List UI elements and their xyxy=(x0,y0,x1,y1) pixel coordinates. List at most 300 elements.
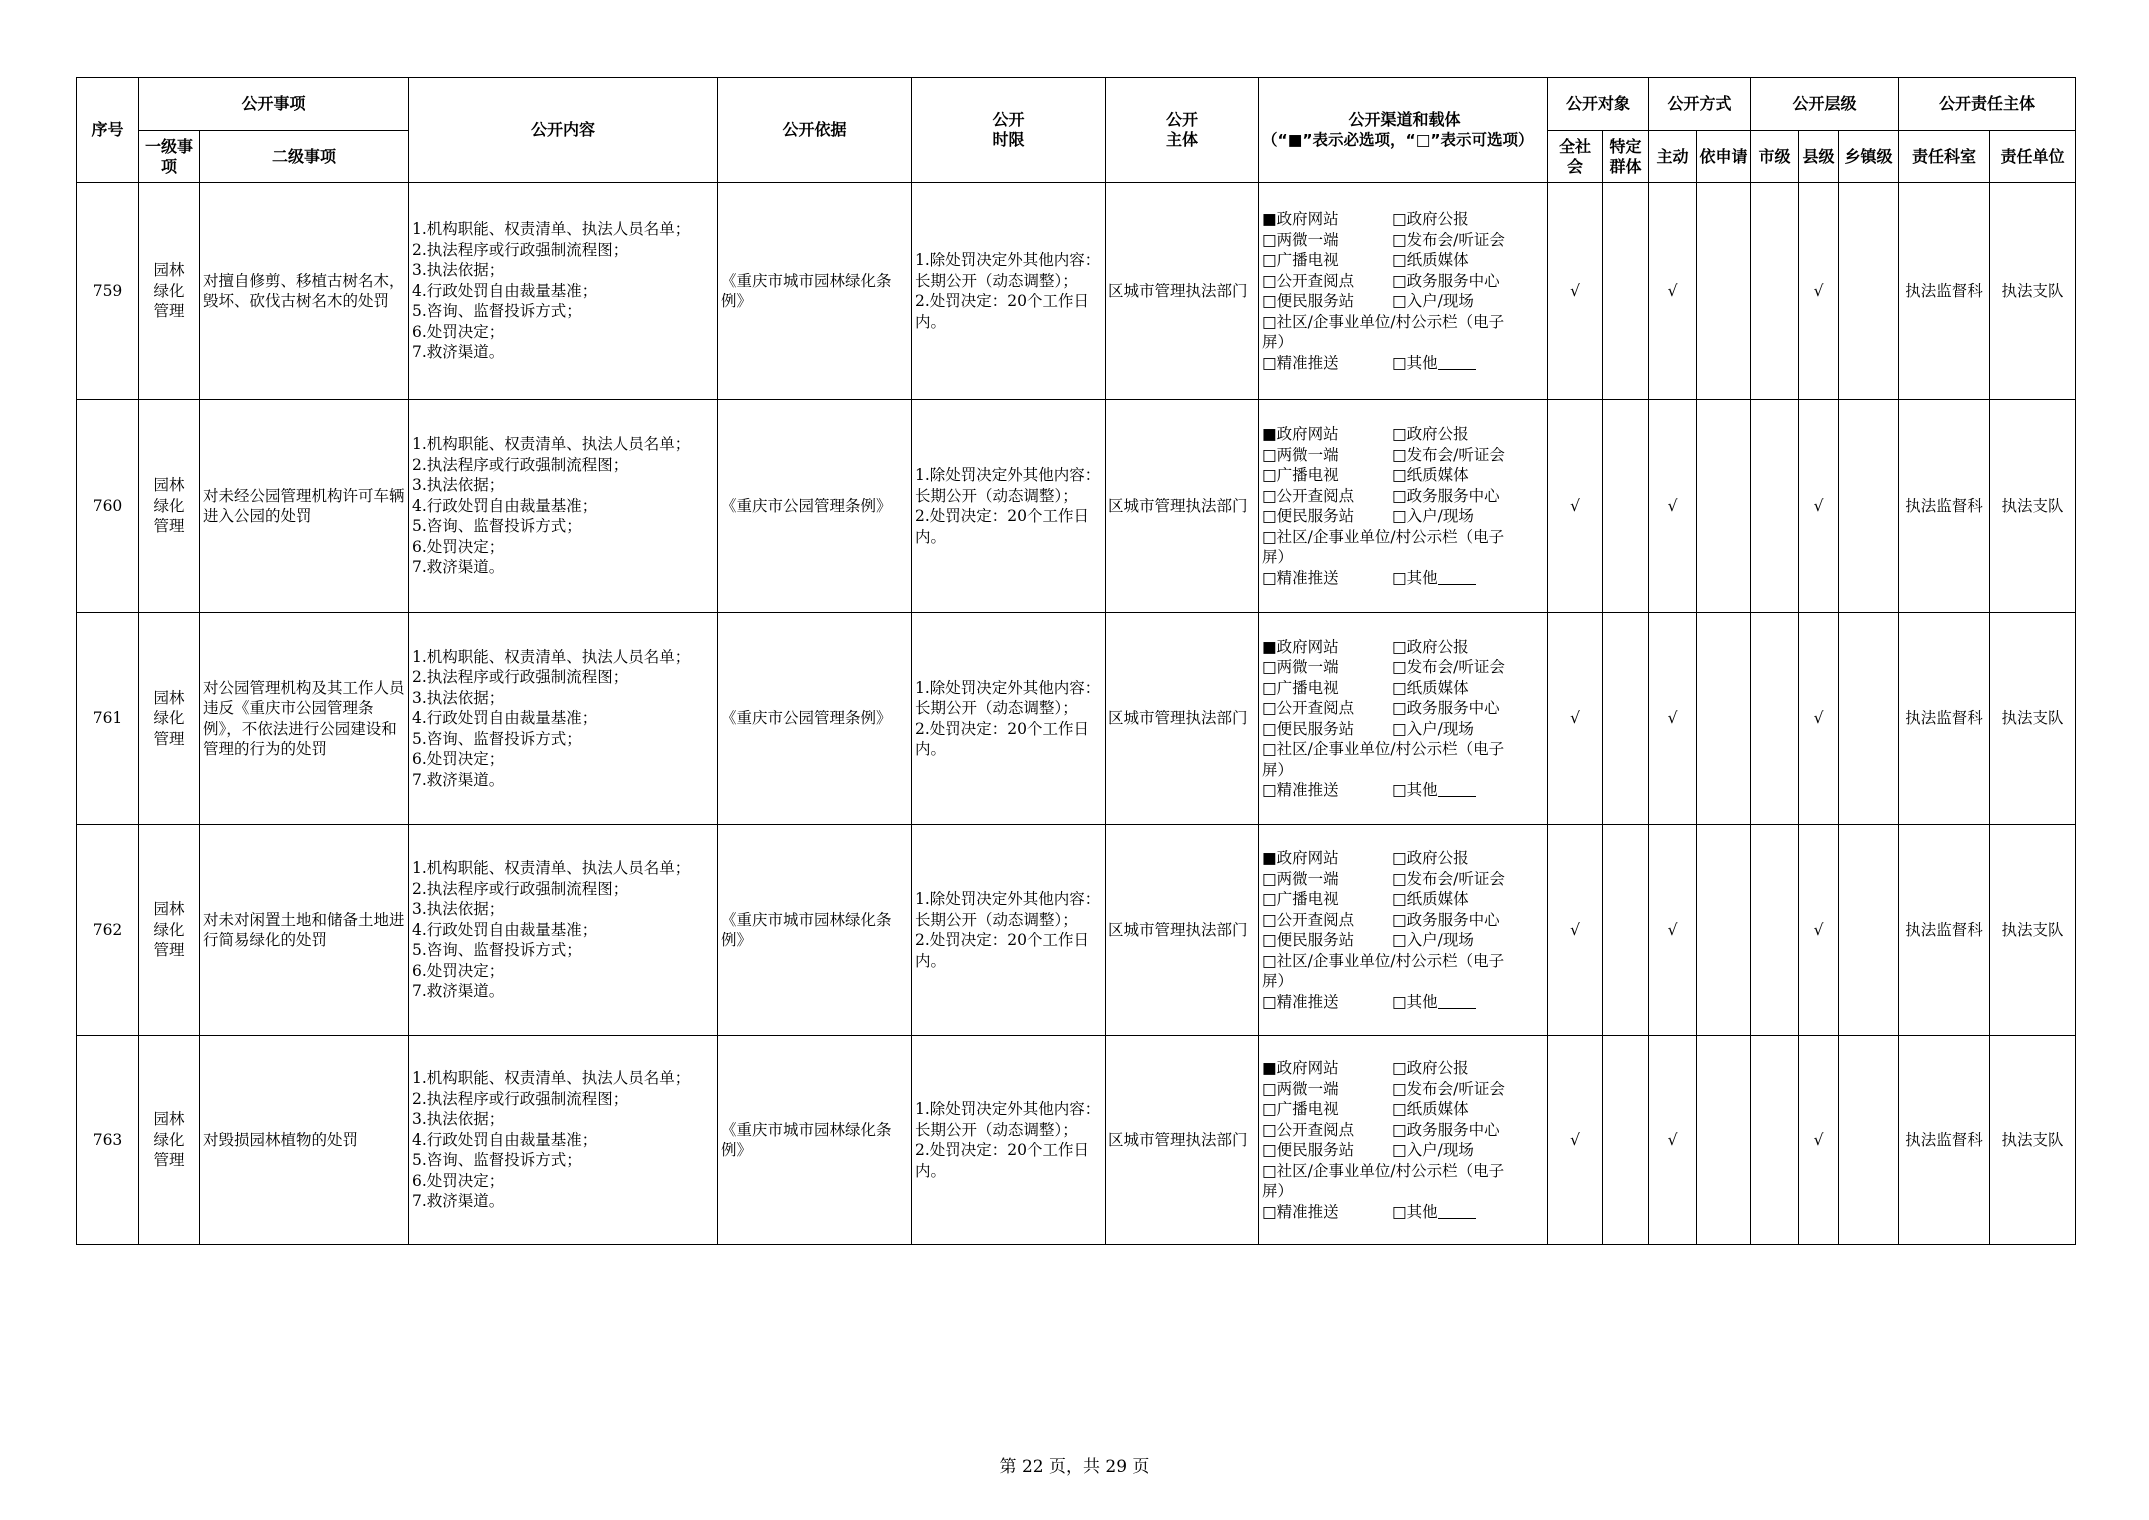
target-specific-cell xyxy=(1603,613,1649,825)
content-list xyxy=(412,1068,715,1212)
content-item: 7.救济渠道。 xyxy=(412,558,505,577)
channel-service-station: □便民服务站 xyxy=(1262,292,1355,310)
content-item: 4.行政处罚自由裁量基准； xyxy=(412,920,598,939)
target-specific-cell xyxy=(1603,825,1649,1036)
channel-door-to-door: □入户/现场 xyxy=(1392,1141,1474,1159)
content-item: 7.救济渠道。 xyxy=(412,770,505,789)
subject-text: 区城市管理执法部门 xyxy=(1108,920,1248,939)
channel-other-blank xyxy=(1438,1218,1476,1219)
channel-gov-website: ■政府网站 xyxy=(1262,637,1339,656)
level-county-check: √ xyxy=(1813,281,1824,300)
channel-precise-push: □精准推送 xyxy=(1262,992,1339,1011)
method-active-cell xyxy=(1649,1036,1697,1245)
content-list xyxy=(412,647,715,791)
subject-cell xyxy=(1106,825,1259,1036)
channel-two-micro-one-end: □两微一端 xyxy=(1262,230,1339,249)
level1-text: 园林 绿化 管理 xyxy=(153,900,185,960)
content-cell xyxy=(409,183,718,400)
table-row xyxy=(77,183,2076,400)
resp-unit-cell xyxy=(1990,825,2076,1036)
level1-text: 园林 绿化 管理 xyxy=(153,1110,185,1170)
channel-print-media: □纸质媒体 xyxy=(1392,1100,1469,1118)
header-channel xyxy=(1259,78,1548,183)
level-city-cell xyxy=(1751,183,1799,400)
level-town-cell xyxy=(1839,400,1899,613)
content-item: 3.执法依据； xyxy=(412,688,505,707)
channel-other: □其他 xyxy=(1392,568,1438,587)
content-item: 3.执法依据； xyxy=(412,476,505,495)
content-list xyxy=(412,219,715,363)
channel-gov-service-center: □政务服务中心 xyxy=(1392,1120,1500,1139)
header-level2: 二级事项 xyxy=(200,131,409,183)
channel-broadcast-tv: □广播电视 xyxy=(1262,678,1339,697)
channel-bulletin-board: □社区/企事业单位/村公示栏（电子 xyxy=(1262,312,1505,331)
resp-office-cell xyxy=(1899,400,1990,613)
content-cell xyxy=(409,1036,718,1245)
channel-list xyxy=(1262,637,1545,801)
channel-other: □其他 xyxy=(1392,353,1438,372)
subject-cell xyxy=(1106,183,1259,400)
level-city-cell xyxy=(1751,825,1799,1036)
level2-text: 对擅自修剪、移植古树名木，毁坏、砍伐古树名木的处罚 xyxy=(203,271,405,310)
channel-public-reading-point: □公开查阅点 xyxy=(1262,271,1355,290)
level2-cell xyxy=(200,400,409,613)
channel-bulletin-board: □社区/企事业单位/村公示栏（电子 xyxy=(1262,527,1505,546)
content-item: 1.机构职能、权责清单、执法人员名单； xyxy=(412,435,691,454)
time-limit-list xyxy=(915,250,1103,332)
channel-other: □其他 xyxy=(1392,992,1438,1011)
level2-cell xyxy=(200,613,409,825)
channel-precise-push: □精准推送 xyxy=(1262,781,1339,799)
target-specific-cell xyxy=(1603,1036,1649,1245)
channel-gov-service-center: □政务服务中心 xyxy=(1392,271,1500,290)
level2-text: 对公园管理机构及其工作人员违反《重庆市公园管理条例》，不依法进行公园建设和管理的行为的处罚 xyxy=(203,678,405,758)
level-county-cell xyxy=(1799,613,1839,825)
subject-cell xyxy=(1106,1036,1259,1245)
content-item: 7.救济渠道。 xyxy=(412,343,505,362)
channel-service-station: □便民服务站 xyxy=(1262,719,1355,738)
seq-cell xyxy=(77,183,139,400)
channel-two-micro-one-end: □两微一端 xyxy=(1262,1079,1339,1098)
channel-list xyxy=(1262,424,1545,588)
time_limit-item: 2.处罚决定：20个工作日内。 xyxy=(915,507,1090,546)
time-limit-cell xyxy=(912,825,1106,1036)
channel-press-hearing: □发布会/听证会 xyxy=(1392,230,1505,249)
content-item: 4.行政处罚自由裁量基准； xyxy=(412,1130,598,1149)
header-method: 公开方式 xyxy=(1649,78,1751,131)
content-item: 2.执法程序或行政强制流程图； xyxy=(412,879,629,898)
level2-text: 对毁损园林植物的处罚 xyxy=(203,1130,359,1149)
channel-print-media: □纸质媒体 xyxy=(1392,466,1469,484)
seq-text: 759 xyxy=(92,281,123,300)
target-all-cell xyxy=(1548,825,1603,1036)
level2-text: 对未经公园管理机构许可车辆进入公园的处罚 xyxy=(203,486,405,525)
target-specific-cell xyxy=(1603,183,1649,400)
level1-cell xyxy=(139,613,200,825)
channel-gov-gazette: □政府公报 xyxy=(1392,1059,1469,1077)
seq-cell xyxy=(77,1036,139,1245)
subject-text: 区城市管理执法部门 xyxy=(1108,1130,1248,1149)
table-row xyxy=(77,613,2076,825)
method-active-check: √ xyxy=(1667,1130,1678,1149)
basis-cell xyxy=(718,1036,912,1245)
level1-cell xyxy=(139,825,200,1036)
level-county-cell xyxy=(1799,1036,1839,1245)
channel-press-hearing: □发布会/听证会 xyxy=(1392,1079,1505,1098)
basis-text: 《重庆市城市园林绿化条例》 xyxy=(721,910,892,949)
header-level1: 一级事项 xyxy=(139,131,200,183)
resp-unit-text: 执法支队 xyxy=(2001,496,2064,515)
content-item: 4.行政处罚自由裁量基准； xyxy=(412,496,598,515)
header-subject: 公开 主体 xyxy=(1106,78,1259,183)
channel-broadcast-tv: □广播电视 xyxy=(1262,1100,1339,1118)
method-active-cell xyxy=(1649,613,1697,825)
method-active-check: √ xyxy=(1667,496,1678,515)
content-cell xyxy=(409,825,718,1036)
channel-gov-website: ■政府网站 xyxy=(1262,1059,1339,1077)
level1-cell xyxy=(139,400,200,613)
basis-cell xyxy=(718,825,912,1036)
channel-cell xyxy=(1259,400,1548,613)
channel-press-hearing: □发布会/听证会 xyxy=(1392,658,1505,676)
method-apply-cell xyxy=(1697,400,1751,613)
channel-service-station: □便民服务站 xyxy=(1262,1141,1355,1159)
header-target-specific: 特定群体 xyxy=(1603,131,1649,183)
resp-office-cell xyxy=(1899,613,1990,825)
table-row xyxy=(77,825,2076,1036)
method-active-cell xyxy=(1649,183,1697,400)
channel-service-station: □便民服务站 xyxy=(1262,931,1355,949)
target-specific-cell xyxy=(1603,400,1649,613)
time-limit-list xyxy=(915,465,1103,547)
content-item: 6.处罚决定； xyxy=(412,537,505,556)
level1-text: 园林 绿化 管理 xyxy=(153,688,185,748)
time-limit-list xyxy=(915,678,1103,760)
content-item: 6.处罚决定； xyxy=(412,750,505,769)
level2-text: 对未对闲置土地和储备土地进行简易绿化的处罚 xyxy=(203,910,405,949)
channel-service-station: □便民服务站 xyxy=(1262,507,1355,525)
disclosure-table xyxy=(76,77,2076,1245)
method-active-check: √ xyxy=(1667,281,1678,300)
channel-cell xyxy=(1259,825,1548,1036)
channel-two-micro-one-end: □两微一端 xyxy=(1262,445,1339,464)
method-apply-cell xyxy=(1697,613,1751,825)
header-content: 公开内容 xyxy=(409,78,718,183)
channel-other-blank xyxy=(1438,796,1476,797)
header-resp-office: 责任科室 xyxy=(1899,131,1990,183)
channel-gov-website: ■政府网站 xyxy=(1262,425,1339,443)
header-target-all: 全社会 xyxy=(1548,131,1603,183)
header-target: 公开对象 xyxy=(1548,78,1649,131)
channel-precise-push: □精准推送 xyxy=(1262,353,1339,372)
channel-print-media: □纸质媒体 xyxy=(1392,251,1469,269)
resp-unit-cell xyxy=(1990,613,2076,825)
content-item: 5.咨询、监督投诉方式； xyxy=(412,941,582,960)
channel-broadcast-tv: □广播电视 xyxy=(1262,466,1339,484)
subject-text: 区城市管理执法部门 xyxy=(1108,281,1248,300)
level-city-cell xyxy=(1751,400,1799,613)
channel-door-to-door: □入户/现场 xyxy=(1392,931,1474,949)
seq-text: 761 xyxy=(92,709,123,728)
subject-text: 区城市管理执法部门 xyxy=(1108,709,1248,728)
header-channel-title: 公开渠道和载体 xyxy=(1348,110,1461,129)
time_limit-item: 2.处罚决定：20个工作日内。 xyxy=(915,292,1090,331)
channel-press-hearing: □发布会/听证会 xyxy=(1392,445,1505,464)
level-county-cell xyxy=(1799,400,1839,613)
target-all-check: √ xyxy=(1570,920,1580,939)
target-all-cell xyxy=(1548,1036,1603,1245)
level1-cell xyxy=(139,183,200,400)
time_limit-item: 1.除处罚决定外其他内容：长期公开（动态调整）； xyxy=(915,890,1101,929)
channel-gov-gazette: □政府公报 xyxy=(1392,849,1469,867)
channel-public-reading-point: □公开查阅点 xyxy=(1262,486,1355,505)
header-method-active: 主动 xyxy=(1649,131,1697,183)
level-town-cell xyxy=(1839,183,1899,400)
channel-precise-push: □精准推送 xyxy=(1262,568,1339,587)
content-item: 3.执法依据； xyxy=(412,1110,505,1129)
page-footer: 第 22 页，共 29 页 xyxy=(999,1457,1150,1477)
target-all-check: √ xyxy=(1570,709,1580,728)
time_limit-item: 1.除处罚决定外其他内容：长期公开（动态调整）； xyxy=(915,1100,1101,1139)
channel-list xyxy=(1262,209,1545,373)
header-resp-unit: 责任单位 xyxy=(1990,131,2076,183)
channel-other: □其他 xyxy=(1392,1202,1438,1221)
content-item: 2.执法程序或行政强制流程图； xyxy=(412,455,629,474)
content-list xyxy=(412,858,715,1002)
content-item: 7.救济渠道。 xyxy=(412,982,505,1001)
level2-cell xyxy=(200,183,409,400)
content-item: 5.咨询、监督投诉方式； xyxy=(412,517,582,536)
channel-press-hearing: □发布会/听证会 xyxy=(1392,869,1505,888)
channel-public-reading-point: □公开查阅点 xyxy=(1262,1120,1355,1139)
resp-unit-cell xyxy=(1990,1036,2076,1245)
header-level-city: 市级 xyxy=(1751,131,1799,183)
target-all-check: √ xyxy=(1570,281,1580,300)
level2-cell xyxy=(200,1036,409,1245)
resp-office-text: 执法监督科 xyxy=(1905,709,1983,728)
content-item: 3.执法依据； xyxy=(412,261,505,280)
channel-bulletin-board-cont: 屏） xyxy=(1262,972,1294,990)
target-all-cell xyxy=(1548,613,1603,825)
time-limit-cell xyxy=(912,613,1106,825)
channel-door-to-door: □入户/现场 xyxy=(1392,719,1474,738)
channel-other: □其他 xyxy=(1392,781,1438,799)
header-items: 公开事项 xyxy=(139,78,409,131)
channel-bulletin-board-cont: 屏） xyxy=(1262,1182,1294,1200)
method-active-cell xyxy=(1649,825,1697,1036)
content-item: 2.执法程序或行政强制流程图； xyxy=(412,668,629,687)
resp-office-cell xyxy=(1899,183,1990,400)
channel-gov-gazette: □政府公报 xyxy=(1392,210,1469,228)
basis-cell xyxy=(718,183,912,400)
level-county-cell xyxy=(1799,825,1839,1036)
content-item: 4.行政处罚自由裁量基准； xyxy=(412,281,598,300)
channel-broadcast-tv: □广播电视 xyxy=(1262,890,1339,908)
content-cell xyxy=(409,613,718,825)
basis-text: 《重庆市城市园林绿化条例》 xyxy=(721,271,892,310)
table-row xyxy=(77,1036,2076,1245)
header-method-apply: 依申请 xyxy=(1697,131,1751,183)
content-list xyxy=(412,434,715,578)
channel-precise-push: □精准推送 xyxy=(1262,1202,1339,1221)
channel-bulletin-board: □社区/企事业单位/村公示栏（电子 xyxy=(1262,740,1505,758)
resp-unit-cell xyxy=(1990,400,2076,613)
method-apply-cell xyxy=(1697,825,1751,1036)
level-city-cell xyxy=(1751,613,1799,825)
table-row xyxy=(77,400,2076,613)
target-all-check: √ xyxy=(1570,496,1580,515)
channel-gov-gazette: □政府公报 xyxy=(1392,637,1469,656)
level2-cell xyxy=(200,825,409,1036)
content-item: 6.处罚决定； xyxy=(412,322,505,341)
seq-text: 762 xyxy=(92,920,123,939)
content-item: 1.机构职能、权责清单、执法人员名单； xyxy=(412,859,691,878)
content-item: 1.机构职能、权责清单、执法人员名单； xyxy=(412,1069,691,1088)
channel-other-blank xyxy=(1438,369,1476,370)
content-cell xyxy=(409,400,718,613)
content-item: 2.执法程序或行政强制流程图； xyxy=(412,240,629,259)
resp-office-cell xyxy=(1899,825,1990,1036)
time-limit-cell xyxy=(912,400,1106,613)
basis-cell xyxy=(718,613,912,825)
content-item: 1.机构职能、权责清单、执法人员名单； xyxy=(412,220,691,239)
resp-office-text: 执法监督科 xyxy=(1905,920,1983,939)
channel-two-micro-one-end: □两微一端 xyxy=(1262,869,1339,888)
content-item: 2.执法程序或行政强制流程图； xyxy=(412,1089,629,1108)
channel-gov-service-center: □政务服务中心 xyxy=(1392,699,1500,717)
channel-bulletin-board: □社区/企事业单位/村公示栏（电子 xyxy=(1262,1161,1505,1180)
channel-other-blank xyxy=(1438,1008,1476,1009)
header-seq: 序号 xyxy=(77,78,139,183)
time_limit-item: 2.处罚决定：20个工作日内。 xyxy=(915,719,1090,758)
time_limit-item: 2.处罚决定：20个工作日内。 xyxy=(915,931,1090,970)
resp-office-text: 执法监督科 xyxy=(1905,496,1983,515)
channel-public-reading-point: □公开查阅点 xyxy=(1262,910,1355,929)
level-county-check: √ xyxy=(1813,920,1824,939)
time-limit-list xyxy=(915,1099,1103,1181)
channel-door-to-door: □入户/现场 xyxy=(1392,292,1474,310)
basis-text: 《重庆市城市园林绿化条例》 xyxy=(721,1120,892,1159)
time_limit-item: 1.除处罚决定外其他内容：长期公开（动态调整）； xyxy=(915,251,1101,290)
level-city-cell xyxy=(1751,1036,1799,1245)
channel-gov-gazette: □政府公报 xyxy=(1392,425,1469,443)
method-active-cell xyxy=(1649,400,1697,613)
content-item: 7.救济渠道。 xyxy=(412,1192,505,1211)
content-item: 4.行政处罚自由裁量基准； xyxy=(412,709,598,728)
subject-cell xyxy=(1106,400,1259,613)
resp-unit-cell xyxy=(1990,183,2076,400)
channel-gov-website: ■政府网站 xyxy=(1262,849,1339,867)
level1-cell xyxy=(139,1036,200,1245)
channel-list xyxy=(1262,1058,1545,1222)
method-active-check: √ xyxy=(1667,709,1678,728)
channel-bulletin-board-cont: 屏） xyxy=(1262,760,1294,779)
level1-text: 园林 绿化 管理 xyxy=(153,261,185,321)
channel-other-blank xyxy=(1438,584,1476,585)
content-item: 3.执法依据； xyxy=(412,900,505,919)
channel-door-to-door: □入户/现场 xyxy=(1392,507,1474,525)
method-active-check: √ xyxy=(1667,920,1678,939)
time-limit-cell xyxy=(912,183,1106,400)
target-all-cell xyxy=(1548,400,1603,613)
time-limit-list xyxy=(915,889,1103,971)
resp-office-text: 执法监督科 xyxy=(1905,281,1983,300)
resp-unit-text: 执法支队 xyxy=(2001,1130,2064,1149)
resp-office-cell xyxy=(1899,1036,1990,1245)
level-town-cell xyxy=(1839,1036,1899,1245)
level1-text: 园林 绿化 管理 xyxy=(153,476,185,536)
level-town-cell xyxy=(1839,825,1899,1036)
basis-text: 《重庆市公园管理条例》 xyxy=(721,709,892,728)
time_limit-item: 2.处罚决定：20个工作日内。 xyxy=(915,1141,1090,1180)
channel-print-media: □纸质媒体 xyxy=(1392,678,1469,697)
basis-cell xyxy=(718,400,912,613)
content-item: 1.机构职能、权责清单、执法人员名单； xyxy=(412,647,691,666)
method-apply-cell xyxy=(1697,183,1751,400)
target-all-cell xyxy=(1548,183,1603,400)
channel-gov-website: ■政府网站 xyxy=(1262,210,1339,228)
time_limit-item: 1.除处罚决定外其他内容：长期公开（动态调整）； xyxy=(915,678,1101,717)
resp-office-text: 执法监督科 xyxy=(1905,1130,1983,1149)
level-county-check: √ xyxy=(1813,1130,1824,1149)
channel-broadcast-tv: □广播电视 xyxy=(1262,251,1339,269)
level-county-check: √ xyxy=(1813,709,1824,728)
header-basis: 公开依据 xyxy=(718,78,912,183)
content-item: 5.咨询、监督投诉方式； xyxy=(412,302,582,321)
seq-cell xyxy=(77,825,139,1036)
subject-text: 区城市管理执法部门 xyxy=(1108,496,1248,515)
header-level-county: 县级 xyxy=(1799,131,1839,183)
resp-unit-text: 执法支队 xyxy=(2001,920,2064,939)
channel-gov-service-center: □政务服务中心 xyxy=(1392,910,1500,929)
header-responsible: 公开责任主体 xyxy=(1899,78,2076,131)
channel-bulletin-board-cont: 屏） xyxy=(1262,333,1294,351)
channel-two-micro-one-end: □两微一端 xyxy=(1262,658,1339,676)
method-apply-cell xyxy=(1697,1036,1751,1245)
target-all-check: √ xyxy=(1570,1130,1580,1149)
subject-cell xyxy=(1106,613,1259,825)
content-item: 5.咨询、监督投诉方式； xyxy=(412,1151,582,1170)
header-level-town: 乡镇级 xyxy=(1839,131,1899,183)
content-item: 5.咨询、监督投诉方式； xyxy=(412,729,582,748)
level-town-cell xyxy=(1839,613,1899,825)
seq-cell xyxy=(77,613,139,825)
basis-text: 《重庆市公园管理条例》 xyxy=(721,496,892,515)
header-time-limit: 公开 时限 xyxy=(912,78,1106,183)
resp-unit-text: 执法支队 xyxy=(2001,281,2064,300)
channel-public-reading-point: □公开查阅点 xyxy=(1262,699,1355,717)
channel-gov-service-center: □政务服务中心 xyxy=(1392,486,1500,505)
time_limit-item: 1.除处罚决定外其他内容：长期公开（动态调整）； xyxy=(915,466,1101,505)
channel-bulletin-board-cont: 屏） xyxy=(1262,548,1294,566)
channel-print-media: □纸质媒体 xyxy=(1392,890,1469,908)
seq-cell xyxy=(77,400,139,613)
resp-unit-text: 执法支队 xyxy=(2001,709,2064,728)
content-item: 6.处罚决定； xyxy=(412,961,505,980)
channel-bulletin-board: □社区/企事业单位/村公示栏（电子 xyxy=(1262,951,1505,970)
seq-text: 763 xyxy=(92,1130,123,1149)
channel-cell xyxy=(1259,1036,1548,1245)
level-county-cell xyxy=(1799,183,1839,400)
time-limit-cell xyxy=(912,1036,1106,1245)
seq-text: 760 xyxy=(92,496,123,515)
level-county-check: √ xyxy=(1813,496,1824,515)
channel-list xyxy=(1262,848,1545,1012)
content-item: 6.处罚决定； xyxy=(412,1171,505,1190)
header-channel-note: （“■”表示必选项，“□”表示可选项） xyxy=(1262,131,1534,149)
header-level: 公开层级 xyxy=(1751,78,1899,131)
channel-cell xyxy=(1259,183,1548,400)
